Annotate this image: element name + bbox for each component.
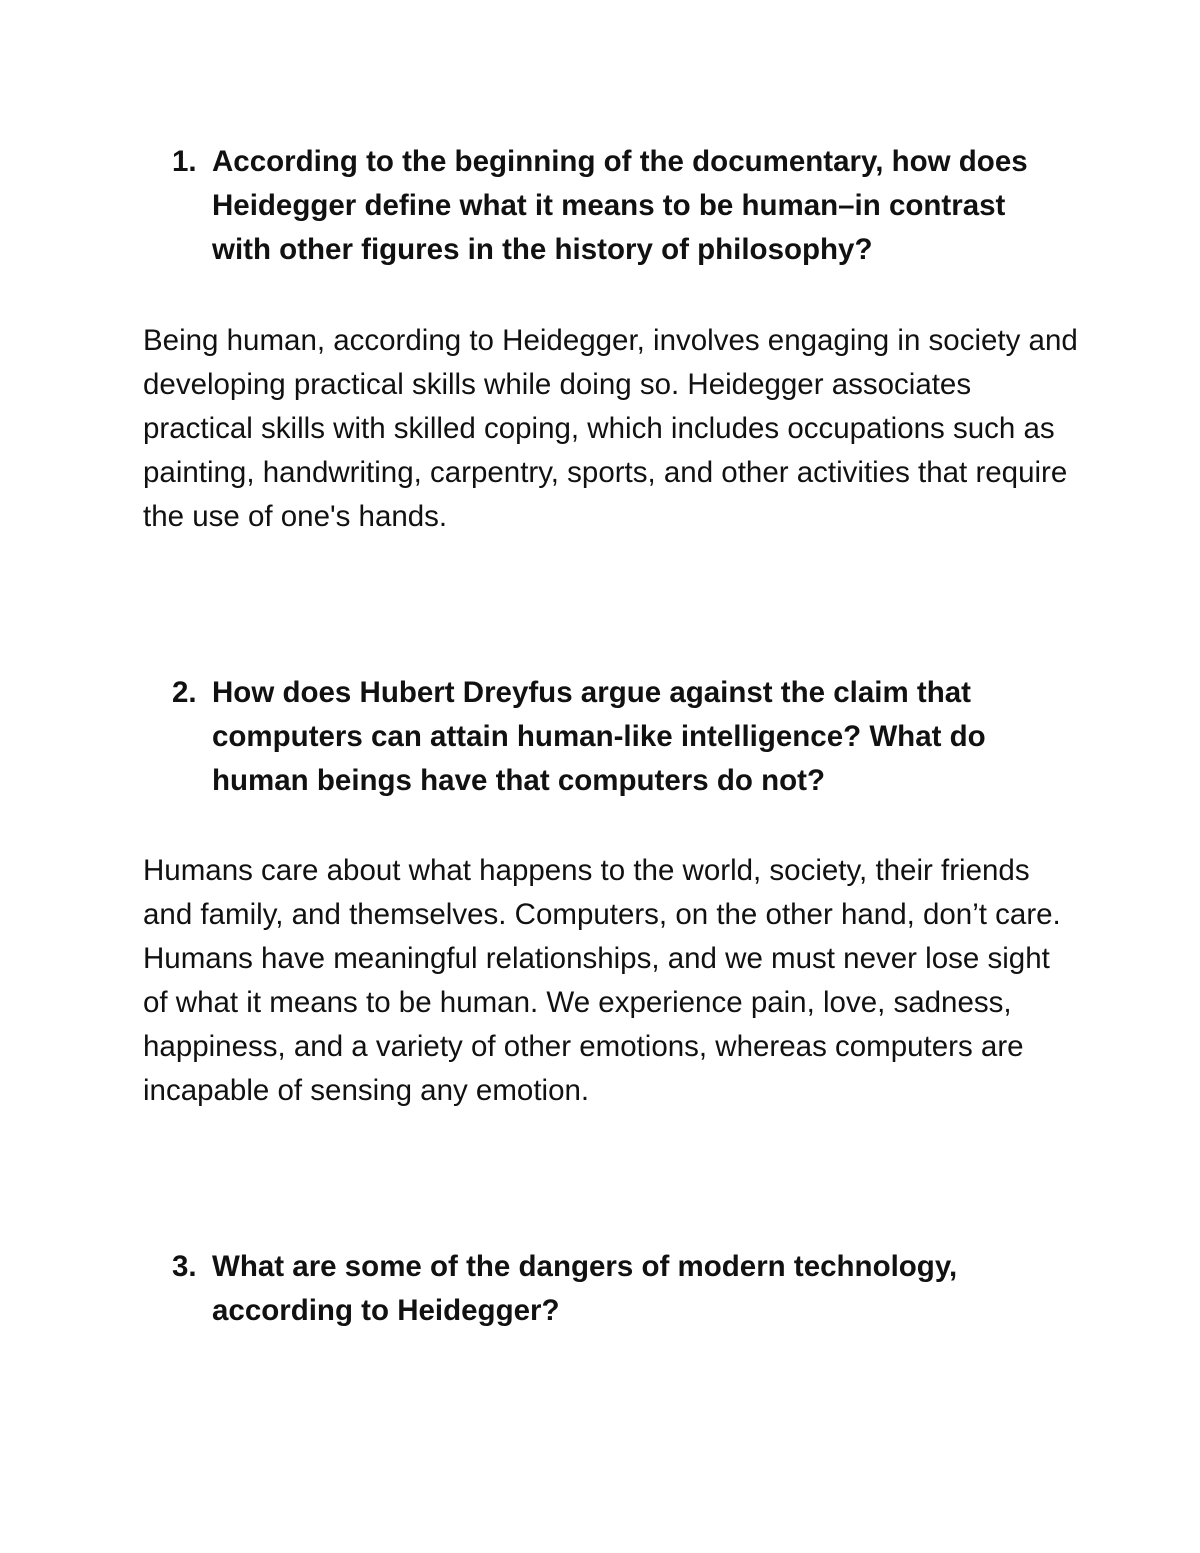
question-text: How does Hubert Dreyfus argue against the claim that computers can attain human-like intelligence? What do human beings have that computers do not? [212,676,986,797]
answer-1: Being human, according to Heidegger, involves engaging in society and developing practical skills while doing so. Heidegger associates practical skills with skilled coping, which includes occupations such as painting, handwriting, carpentry, sports, and other activities that require the use of one's hands. [143,324,1078,533]
question-3 [172,1245,1072,1333]
question-text: According to the beginning of the documentary, how does Heidegger define what it means to be human–in contrast with other figures in the history of philosophy? [212,145,1028,266]
question-number: 3. [172,1250,197,1283]
question-1 [172,140,1072,272]
answer-2: Humans care about what happens to the world, society, their friends and family, and themselves. Computers, on the other hand, don’t care. Humans have meaningful relationships, and we must never lose sight of what it means to be human. We experience pain, love, sadness, happiness, and a variety of other emotions, whereas computers are incapable of sensing any emotion. [143,854,1061,1107]
question-2 [172,671,1072,803]
question-number: 2. [172,676,197,709]
question-number: 1. [172,145,197,178]
question-text: What are some of the dangers of modern technology, according to Heidegger? [212,1250,958,1327]
